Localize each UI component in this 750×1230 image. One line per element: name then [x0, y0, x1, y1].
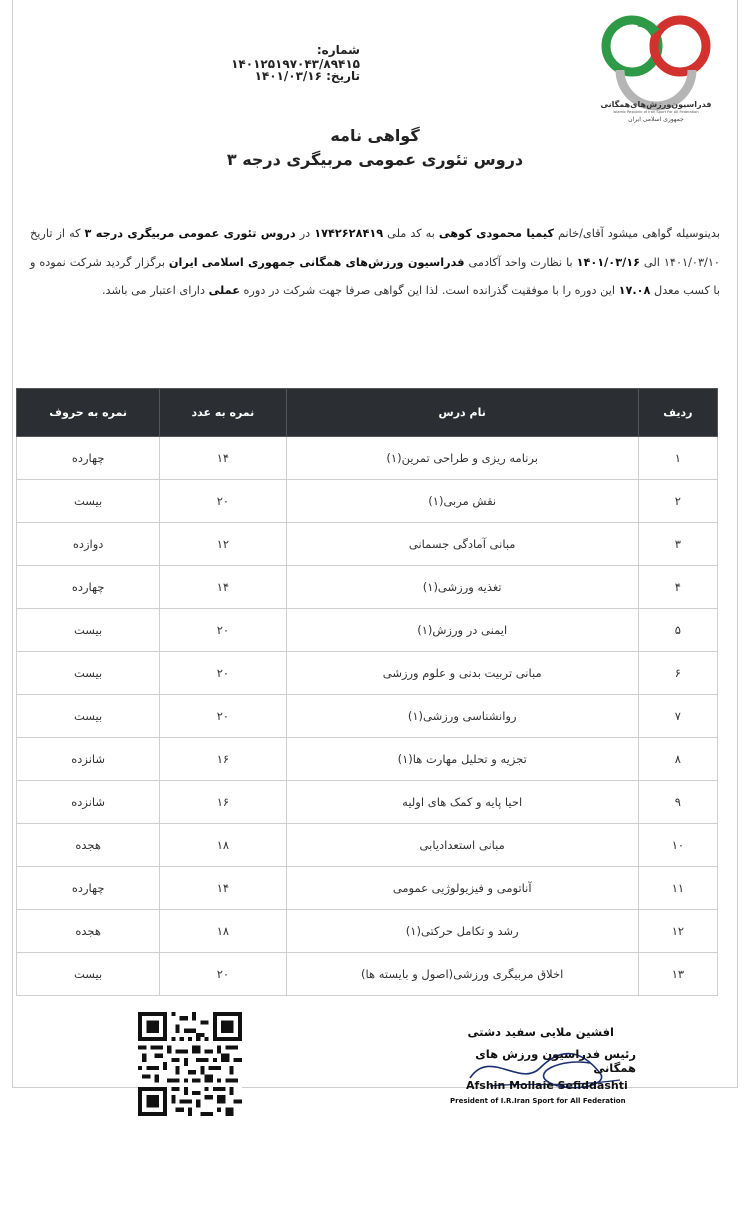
- cell-grade-number: ۱۴: [160, 437, 286, 480]
- logo-text-fa: فدراسیون‌ورزش‌های‌همگانی: [600, 100, 712, 109]
- cell-grade-words: چهارده: [17, 566, 160, 609]
- body-text-1: بدینوسیله گواهی میشود آقای/خانم: [554, 227, 720, 240]
- number-label: شماره:: [316, 43, 360, 57]
- certificate-body: [30, 220, 720, 306]
- cell-course-name: اخلاق مربیگری ورزشی(اصول و بایسته ها): [286, 953, 638, 996]
- body-text-4: که از تاریخ ۱۴۰۱/۰۳/۱۰ الی: [30, 227, 720, 269]
- cell-course-name: تجزیه و تحلیل مهارت ها(۱): [286, 738, 638, 781]
- table-row: [17, 953, 718, 996]
- cell-grade-words: هجده: [17, 824, 160, 867]
- cell-grade-number: ۲۰: [160, 480, 286, 523]
- cell-row-number: ۱: [638, 437, 717, 480]
- signature-block: [430, 1025, 650, 1115]
- cell-grade-words: بیست: [17, 695, 160, 738]
- table-row: [17, 480, 718, 523]
- header-grade-words: نمره به حروف: [17, 389, 160, 437]
- cell-course-name: مبانی تربیت بدنی و علوم ورزشی: [286, 652, 638, 695]
- national-id: ۱۷۴۲۶۲۸۴۱۹: [314, 227, 384, 240]
- cell-grade-number: ۱۶: [160, 738, 286, 781]
- course-name: دروس تئوری عمومی مربیگری درجه ۳: [84, 227, 296, 240]
- table-row: [17, 910, 718, 953]
- cell-grade-number: ۱۸: [160, 910, 286, 953]
- cell-grade-number: ۲۰: [160, 953, 286, 996]
- logo-text-fa-country: جمهوری اسلامی ایران: [628, 116, 684, 123]
- signer-name-en: Afshin Mollaie Sefiddashti: [466, 1079, 628, 1092]
- cell-grade-number: ۱۶: [160, 781, 286, 824]
- cell-row-number: ۵: [638, 609, 717, 652]
- cell-course-name: روانشناسی ورزشی(۱): [286, 695, 638, 738]
- number-value: ۱۴۰۱۲۵۱۹۷۰۴۳/۸۹۴۱۵: [231, 57, 360, 71]
- cell-course-name: ایمنی در ورزش(۱): [286, 609, 638, 652]
- cell-course-name: آناتومی و فیزیولوژیی عمومی: [286, 867, 638, 910]
- cell-row-number: ۱۰: [638, 824, 717, 867]
- cell-grade-words: شانزده: [17, 738, 160, 781]
- federation-name: فدراسیون ورزش‌های همگانی جمهوری اسلامی ایران: [168, 255, 465, 269]
- cell-grade-words: بیست: [17, 953, 160, 996]
- cell-grade-number: ۲۰: [160, 695, 286, 738]
- cell-grade-words: چهارده: [17, 867, 160, 910]
- cell-grade-number: ۱۴: [160, 566, 286, 609]
- cell-course-name: احیا پایه و کمک های اولیه: [286, 781, 638, 824]
- table-row: [17, 781, 718, 824]
- cell-row-number: ۹: [638, 781, 717, 824]
- cell-grade-words: بیست: [17, 609, 160, 652]
- cell-row-number: ۷: [638, 695, 717, 738]
- cell-grade-words: دوازده: [17, 523, 160, 566]
- cell-row-number: ۱۲: [638, 910, 717, 953]
- table-row: [17, 652, 718, 695]
- cell-grade-number: ۲۰: [160, 652, 286, 695]
- letter-number: [200, 43, 360, 71]
- table-row: [17, 566, 718, 609]
- header-course-name: نام درس: [286, 389, 638, 437]
- table-row: [17, 609, 718, 652]
- body-text-8: دارای اعتبار می باشد.: [101, 284, 209, 297]
- table-row: [17, 824, 718, 867]
- cell-grade-words: بیست: [17, 480, 160, 523]
- table-row: [17, 867, 718, 910]
- cell-grade-words: هجده: [17, 910, 160, 953]
- cell-course-name: مبانی آمادگی جسمانی: [286, 523, 638, 566]
- cell-row-number: ۱۳: [638, 953, 717, 996]
- cell-grade-words: چهارده: [17, 437, 160, 480]
- table-row: [17, 695, 718, 738]
- practical-word: عملی: [208, 284, 240, 297]
- body-text-3: در: [295, 227, 315, 240]
- cell-row-number: ۸: [638, 738, 717, 781]
- recipient-name: کیمیا محمودی کوهی: [438, 227, 555, 240]
- cell-row-number: ۳: [638, 523, 717, 566]
- table-row: [17, 437, 718, 480]
- logo-text-en: Islamic Republic of Iran Sport For All Federation: [613, 110, 699, 114]
- cell-grade-number: ۱۲: [160, 523, 286, 566]
- header-row-number: ردیف: [638, 389, 717, 437]
- body-text-5: با نظارت واحد آکادمی: [464, 255, 577, 269]
- cell-course-name: تغذیه ورزشی(۱): [286, 566, 638, 609]
- cell-grade-words: بیست: [17, 652, 160, 695]
- cell-course-name: برنامه ریزی و طراحی تمرین(۱): [286, 437, 638, 480]
- date-label: تاریخ:: [326, 69, 360, 83]
- cell-grade-number: ۲۰: [160, 609, 286, 652]
- cell-row-number: ۶: [638, 652, 717, 695]
- cell-course-name: رشد و تکامل حرکتی(۱): [286, 910, 638, 953]
- body-text-7: این دوره را با موفقیت گذرانده است. لذا این گواهی صرفا جهت شرکت در دوره: [239, 284, 619, 297]
- qr-code-icon: [138, 1012, 242, 1116]
- table-row: [17, 523, 718, 566]
- header-grade-number: نمره به عدد: [160, 389, 286, 437]
- cell-grade-number: ۱۴: [160, 867, 286, 910]
- body-text-6: برگزار گردید شرکت نموده و با کسب معدل: [30, 255, 720, 297]
- body-text-2: به کد ملی: [383, 227, 439, 240]
- cell-grade-words: شانزده: [17, 781, 160, 824]
- certificate-subtitle: دروس تئوری عمومی مربیگری درجه ۳: [226, 150, 524, 169]
- grades-table: [16, 388, 718, 996]
- cell-course-name: نقش مربی(۱): [286, 480, 638, 523]
- date-value: ۱۴۰۱/۰۳/۱۶: [254, 69, 322, 83]
- cell-row-number: ۴: [638, 566, 717, 609]
- letter-date: [200, 69, 360, 83]
- signer-name-fa: افشین ملایی سفید دشتی: [467, 1025, 614, 1039]
- table-row: [17, 738, 718, 781]
- table-header-row: [17, 389, 718, 437]
- signer-title-fa: رئیس فدراسیون ورزش های همگانی: [475, 1047, 636, 1075]
- certificate-title: گواهی نامه: [330, 126, 420, 145]
- signer-title-en: President of I.R.Iran Sport for All Federation: [450, 1097, 626, 1105]
- cell-row-number: ۲: [638, 480, 717, 523]
- average-score: ۱۷.۰۸: [618, 284, 651, 297]
- end-date: ۱۴۰۱/۰۳/۱۶: [576, 255, 641, 269]
- cell-row-number: ۱۱: [638, 867, 717, 910]
- cell-grade-number: ۱۸: [160, 824, 286, 867]
- cell-course-name: مبانی استعدادیابی: [286, 824, 638, 867]
